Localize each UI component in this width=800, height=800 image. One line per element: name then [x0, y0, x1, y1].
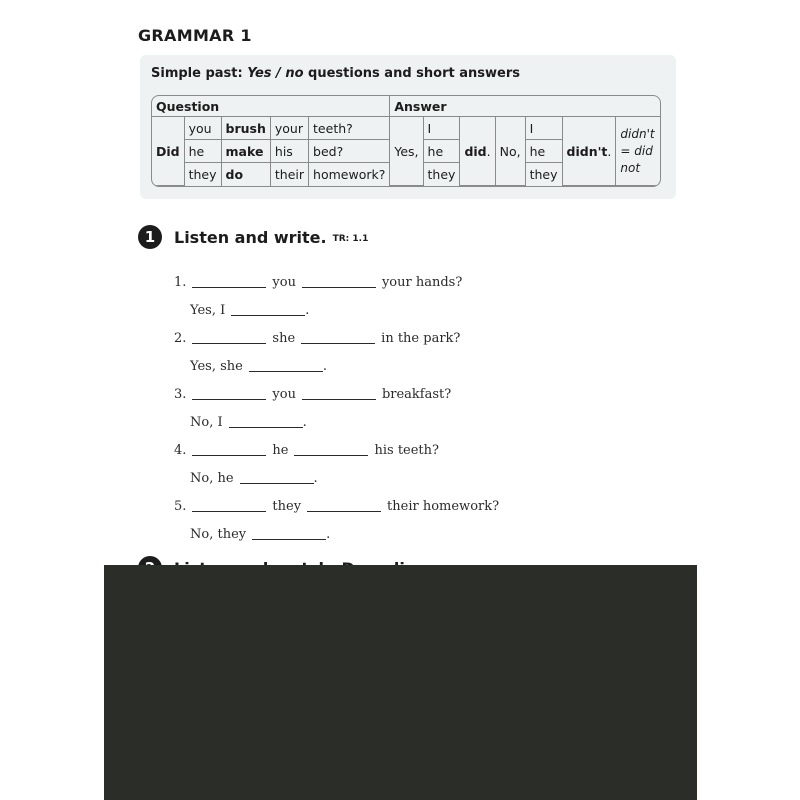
heading-no: no: [285, 66, 304, 81]
question-header: Question: [152, 96, 390, 117]
heading-suffix: questions and short answers: [303, 66, 520, 81]
blank-field[interactable]: [192, 388, 266, 400]
q-poss: their: [270, 163, 308, 186]
heading-yes: Yes: [247, 66, 272, 81]
q-poss: his: [270, 140, 308, 163]
item-rest: their homework?: [387, 498, 500, 514]
item-rest: in the park?: [381, 330, 461, 346]
q-subject: you: [184, 117, 221, 140]
blank-field[interactable]: [192, 276, 266, 288]
blank-field[interactable]: [249, 360, 323, 372]
answer-prefix: No, they: [190, 526, 247, 542]
item-number: 4.: [174, 442, 187, 458]
blank-field[interactable]: [231, 304, 305, 316]
answer-item: Yes, she .: [190, 358, 327, 374]
item-rest: his teeth?: [374, 442, 439, 458]
blank-field[interactable]: [302, 276, 376, 288]
blank-field[interactable]: [307, 500, 381, 512]
question-item: [174, 268, 499, 296]
q-subject: they: [184, 163, 221, 186]
answer-prefix: Yes, I: [190, 302, 226, 318]
q-subject: he: [184, 140, 221, 163]
dark-overlay-panel: [104, 565, 697, 800]
q-verb: make: [221, 140, 270, 163]
q-object: homework?: [309, 163, 390, 186]
no-label: No,: [495, 117, 525, 186]
yes-label: Yes,: [390, 117, 423, 186]
blank-field[interactable]: [240, 472, 314, 484]
question-item: [174, 380, 499, 408]
didnt-note: didn't = did not: [616, 117, 660, 186]
blank-field[interactable]: [301, 332, 375, 344]
blank-field[interactable]: [302, 388, 376, 400]
exercise-1-header: [138, 225, 368, 249]
item-number: 5.: [174, 498, 187, 514]
a-subject: he: [525, 140, 562, 163]
answer-prefix: No, I: [190, 414, 223, 430]
blank-field[interactable]: [192, 444, 266, 456]
a-subject: they: [525, 163, 562, 186]
q-verb: do: [221, 163, 270, 186]
period: .: [486, 143, 491, 159]
did-cell: [460, 117, 495, 186]
blank-field[interactable]: [192, 332, 266, 344]
item-number: 3.: [174, 386, 187, 402]
exercise-title: Listen and write.: [174, 227, 327, 247]
blank-field[interactable]: [252, 528, 326, 540]
didnt-cell: [562, 117, 616, 186]
item-subject: he: [272, 442, 289, 458]
did-word: did: [464, 143, 487, 159]
a-subject: I: [423, 117, 460, 140]
period: .: [607, 143, 612, 159]
answer-item: No, he .: [190, 470, 318, 486]
answer-item: No, they .: [190, 526, 331, 542]
q-object: teeth?: [309, 117, 390, 140]
track-label: TR: 1.1: [332, 234, 369, 244]
a-subject: he: [423, 140, 460, 163]
item-subject: they: [272, 498, 302, 514]
item-rest: breakfast?: [381, 386, 452, 402]
item-number: 1.: [174, 274, 187, 290]
grammar-reference-box: [140, 55, 676, 199]
blank-field[interactable]: [229, 416, 303, 428]
grammar-heading: [151, 66, 520, 81]
item-subject: you: [272, 386, 296, 402]
answer-prefix: No, he: [190, 470, 234, 486]
blank-field[interactable]: [192, 500, 266, 512]
answer-header: Answer: [390, 96, 660, 117]
item-subject: she: [272, 330, 296, 346]
q-verb: brush: [221, 117, 270, 140]
heading-prefix: Simple past:: [151, 66, 248, 81]
a-subject: they: [423, 163, 460, 186]
q-poss: your: [270, 117, 308, 140]
blank-field[interactable]: [294, 444, 368, 456]
aux-did: Did: [152, 117, 184, 186]
didnt-word: didn't: [566, 143, 608, 159]
page-title: GRAMMAR 1: [138, 26, 252, 45]
answer-item: Yes, I .: [190, 302, 310, 318]
item-rest: your hands?: [381, 274, 463, 290]
exercise-number-badge: 1: [138, 225, 162, 249]
question-item: [174, 436, 499, 464]
q-object: bed?: [309, 140, 390, 163]
answer-prefix: Yes, she: [190, 358, 243, 374]
question-item: [174, 492, 499, 520]
question-item: [174, 324, 499, 352]
grammar-table: [151, 95, 661, 187]
item-subject: you: [272, 274, 296, 290]
a-subject: I: [525, 117, 562, 140]
exercise-1-list: [174, 268, 499, 548]
answer-item: No, I .: [190, 414, 307, 430]
item-number: 2.: [174, 330, 187, 346]
heading-slash: /: [271, 66, 286, 81]
